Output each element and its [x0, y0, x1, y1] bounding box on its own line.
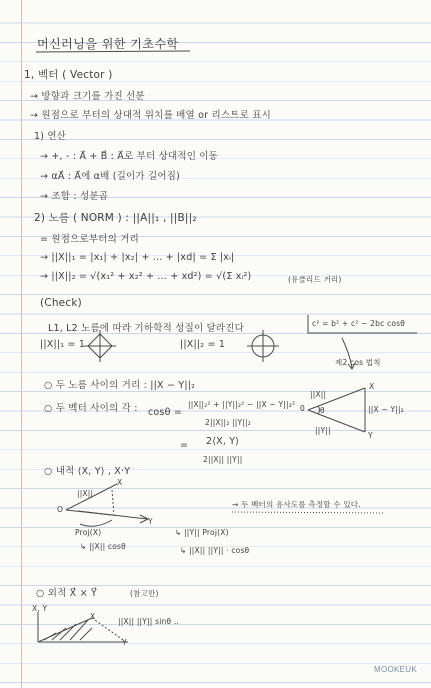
- inner-result-2: ↳ ||X|| ||Y|| · cosθ: [180, 546, 250, 555]
- inner-norm-x: ||X||: [77, 489, 94, 498]
- cos-numerator: ||X||₂² + ||Y||₂² − ||X − Y||₂²: [188, 400, 296, 409]
- inner-proj: Proj(X): [75, 528, 102, 537]
- inner-proj-length: ↳ ||X|| cosθ: [80, 542, 126, 551]
- triangle-theta: θ: [320, 406, 325, 415]
- l1-unit-label: ||X||₁ = 1: [40, 339, 86, 350]
- inner-heading: ○ 내적 ⟨X, Y⟩ , X·Y: [44, 466, 131, 477]
- inner-origin-label: O: [57, 505, 64, 514]
- norm-l1-formula: → ||X||₁ = |x₁| + |x₂| + ... + |xd| = Σ |xᵢ|: [40, 252, 235, 263]
- cos-numerator-2: 2⟨X, Y⟩: [206, 436, 240, 447]
- l1-unit-diamond: [84, 330, 116, 362]
- vector-heading: 1, 벡터 ( Vector ): [24, 69, 113, 81]
- cos-lhs: cosθ =: [148, 407, 182, 418]
- inner-note: ⇝ 두 벡터의 유사도를 측정할 수 있다.: [232, 500, 361, 509]
- check-label: (Check): [40, 297, 82, 309]
- law-box: [308, 315, 417, 333]
- triangle-x-label: X: [369, 382, 375, 391]
- outer-axis-label: X, Y: [32, 604, 48, 613]
- cosine-triangle: [308, 388, 365, 432]
- triangle-side-y: ||Y||: [315, 426, 331, 435]
- inner-x-label: X: [117, 478, 123, 487]
- triangle-origin-label: 0: [300, 404, 305, 413]
- triangle-y-label: Y: [368, 431, 373, 440]
- law-of-cosines: c² = b² + c² − 2bc cosθ: [312, 319, 406, 328]
- law-arrow: [342, 338, 352, 368]
- angle-label: ○ 두 벡터 사이의 각 :: [44, 403, 138, 414]
- outer-heading: ○ 외적 X⃗ × Y⃗: [36, 588, 97, 599]
- vector-line-2: → 원점으로 부터의 상대적 위치를 배열 or 리스트로 표시: [30, 110, 271, 121]
- outer-x-label: X: [90, 612, 96, 621]
- ops-line-2: → αA⃗ : A⃗에 α배 (길이가 길어짐): [40, 171, 181, 182]
- norm-l2-formula: → ||X||₂ = √(x₁² + x₂² + ... + xd²) = √(Σ xᵢ²): [40, 271, 252, 282]
- l2-unit-circle: [247, 330, 279, 362]
- title-underline: [36, 51, 190, 52]
- norm-heading: 2) 노름 ( NORM ) : ||A||₁ , ||B||₂: [34, 212, 197, 224]
- cos-equals: =: [180, 440, 189, 451]
- ops-line-1: → +, - : A⃗ + B⃗ : A⃗로 부터 상대적인 이동: [40, 151, 219, 162]
- triangle-side-x: ||X||: [310, 390, 327, 399]
- inner-result: ↳ ||Y|| Proj(X): [175, 528, 229, 537]
- norm-line-1: = 원점으로부터의 거리: [40, 234, 139, 245]
- outer-y-label: Y: [122, 638, 127, 647]
- cos-denominator-2: 2||X|| ||Y||: [203, 455, 243, 464]
- inner-y-label: Y: [148, 517, 153, 526]
- brand-logo: MOOKEUK: [374, 665, 417, 674]
- l2-unit-label: ||X||₂ = 1: [180, 339, 226, 350]
- outer-product-diagram: [38, 612, 128, 642]
- vector-line-1: → 방향과 크기를 가진 선분: [30, 91, 145, 102]
- triangle-side-xy: ||X − Y||₂: [368, 405, 404, 414]
- ops-line-3: → 조합 : 성분곱: [40, 191, 109, 202]
- outer-area: ||X|| ||Y|| sinθ ..: [118, 617, 179, 626]
- euclid-note: (유클리드 거리): [288, 275, 342, 284]
- outer-heading-note: (참고만): [130, 589, 159, 598]
- law-of-cosines-note: 제2 cos 법칙: [335, 358, 381, 367]
- norm-distance: ○ 두 노름 사이의 거리 : ||X − Y||₂: [44, 380, 196, 391]
- check-line-1: L1, L2 노름에 따라 기하학적 성질이 달라진다: [48, 323, 245, 334]
- inner-product-diagram: [66, 484, 148, 526]
- cos-denominator: 2||X||₂ ||Y||₂: [205, 418, 251, 427]
- ops-heading: 1) 연산: [34, 131, 67, 142]
- page-title: 머신러닝을 위한 기초수학: [37, 37, 179, 51]
